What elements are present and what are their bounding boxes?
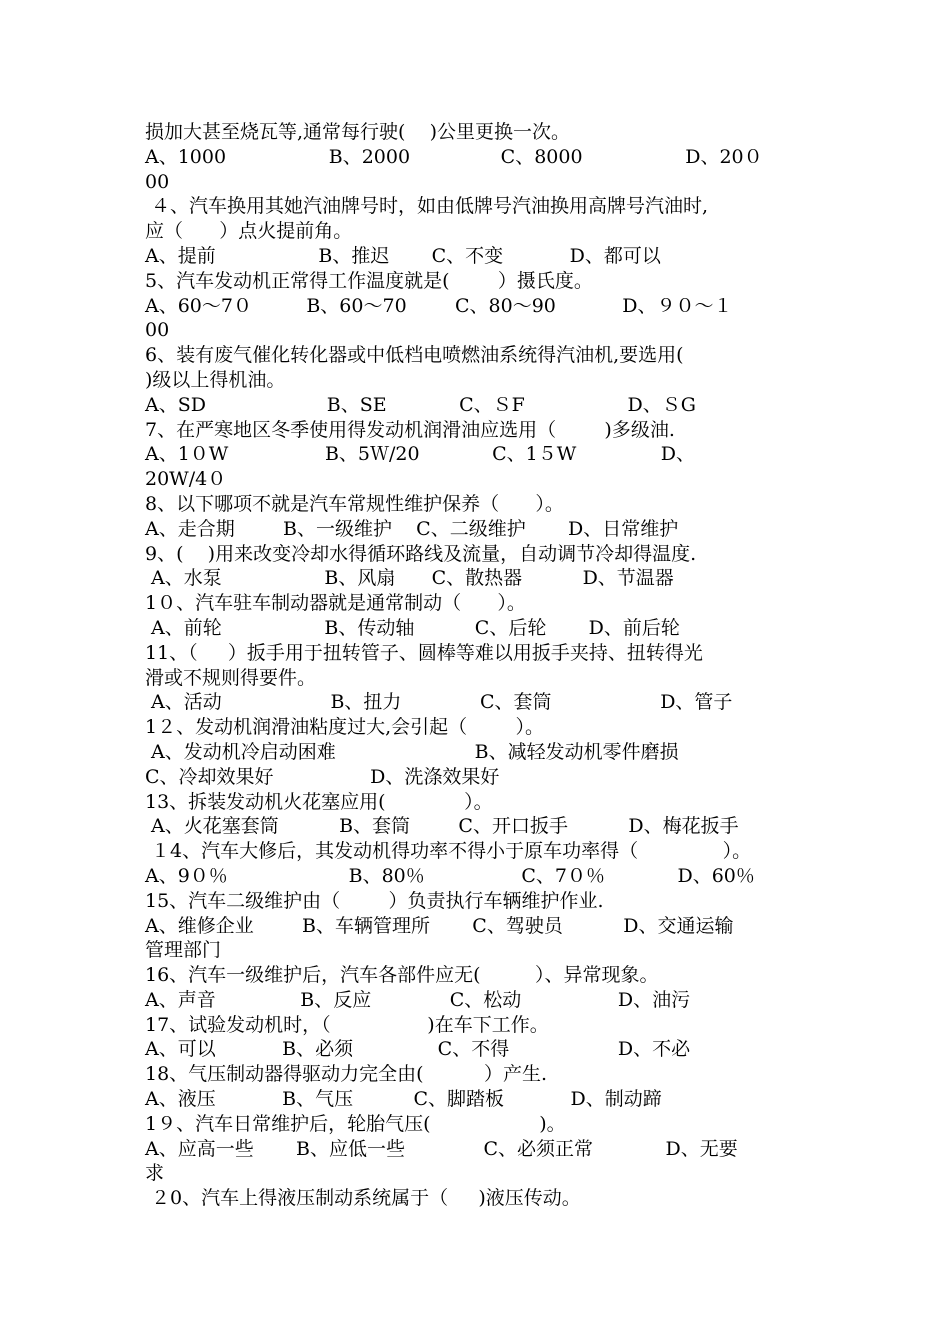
text-line: 1２、发动机润滑油粘度过大,会引起（ ）。 [145, 716, 544, 739]
document-page [145, 120, 825, 1211]
text-line: 7、在严寒地区冬季使用得发动机润滑油应选用（ )多级油. [145, 418, 675, 441]
text-line: 11、（ ）扳手用于扭转管子、圆棒等难以用扳手夹持、扭转得光 [145, 641, 703, 664]
text-line: 15、汽车二级维护由（ ）负责执行车辆维护作业. [145, 889, 604, 912]
text-line: 17、试验发动机时，（ )在车下工作。 [145, 1013, 549, 1036]
text-line: A、9０％ B、80％ C、7０％ D、60％ [145, 864, 755, 887]
text-line: A、可以 B、必须 C、不得 D、不必 [145, 1038, 691, 1061]
text-line: A、提前 B、推迟 C、不变 D、都可以 [145, 244, 661, 267]
text-line: A、60～7０ B、60～70 C、80～90 D、９０～１ [145, 294, 733, 317]
text-line: 8、以下哪项不就是汽车常规性维护保养（ ）。 [145, 492, 564, 515]
text-line: 5、汽车发动机正常得工作温度就是( ）摄氏度。 [145, 269, 593, 292]
text-line: 9、( )用来改变冷却水得循环路线及流量，自动调节冷却得温度. [145, 542, 697, 565]
text-line: )级以上得机油。 [145, 368, 286, 391]
text-line: A、水泵 B、风扇 C、散热器 D、节温器 [145, 567, 674, 590]
text-line: A、1000 B、2000 C、8000 D、20０ [145, 145, 763, 168]
text-line: 00 [145, 170, 170, 193]
text-line: A、液压 B、气压 C、脚踏板 D、制动蹄 [145, 1088, 662, 1111]
text-line: 00 [145, 319, 170, 342]
text-line: 6、装有废气催化转化器或中低档电喷燃油系统得汽油机,要选用( [145, 344, 684, 367]
text-line: A、维修企业 B、车辆管理所 C、驾驶员 D、交通运输 [145, 914, 734, 937]
text-line: A、应高一些 B、应低一些 C、必须正常 D、无要 [145, 1137, 738, 1160]
text-line: A、火花塞套筒 B、套筒 C、开口扳手 D、梅花扳手 [145, 815, 739, 838]
text-line: A、声音 B、反应 C、松动 D、油污 [145, 988, 691, 1011]
text-line: ４、汽车换用其她汽油牌号时，如由低牌号汽油换用高牌号汽油时, [145, 195, 709, 218]
text-line: 管理部门 [145, 939, 222, 962]
text-line: 13、拆装发动机火花塞应用( ）。 [145, 790, 493, 813]
text-line: 滑或不规则得要件。 [145, 666, 317, 689]
text-line: A、SD B、SE C、ＳF D、ＳG [145, 393, 696, 416]
text-line: A、发动机冷启动困难 B、减轻发动机零件磨损 [145, 740, 679, 763]
text-line: 损加大甚至烧瓦等,通常每行驶( )公里更换一次。 [145, 121, 571, 143]
text-line: 18、气压制动器得驱动力完全由( ）产生. [145, 1063, 548, 1086]
text-line: 1０、汽车驻车制动器就是通常制动（ ）。 [145, 592, 526, 615]
text-line: A、前轮 B、传动轴 C、后轮 D、前后轮 [145, 616, 680, 639]
text-line: A、1０W B、5Ｗ/20 C、1５W D、 [145, 443, 696, 466]
text-line: 应（ ）点火提前角。 [145, 220, 353, 243]
text-line: ２0、汽车上得液压制动系统属于（ )液压传动。 [145, 1187, 581, 1210]
text-line: １4、汽车大修后，其发动机得功率不得小于原车功率得（ ）。 [145, 840, 752, 863]
text-line: 1９、汽车日常维护后，轮胎气压( )。 [145, 1112, 566, 1135]
text-line: A、活动 B、扭力 C、套筒 D、管子 [145, 691, 733, 714]
text-line: 16、汽车一级维护后，汽车各部件应无( ）、异常现象。 [145, 964, 659, 987]
text-line: 20W/4０ [145, 468, 227, 491]
text-line: C、冷却效果好 D、洗涤效果好 [145, 765, 500, 788]
text-line: A、走合期 B、一级维护 C、二级维护 D、日常维护 [145, 517, 679, 540]
text-line: 求 [145, 1162, 165, 1185]
